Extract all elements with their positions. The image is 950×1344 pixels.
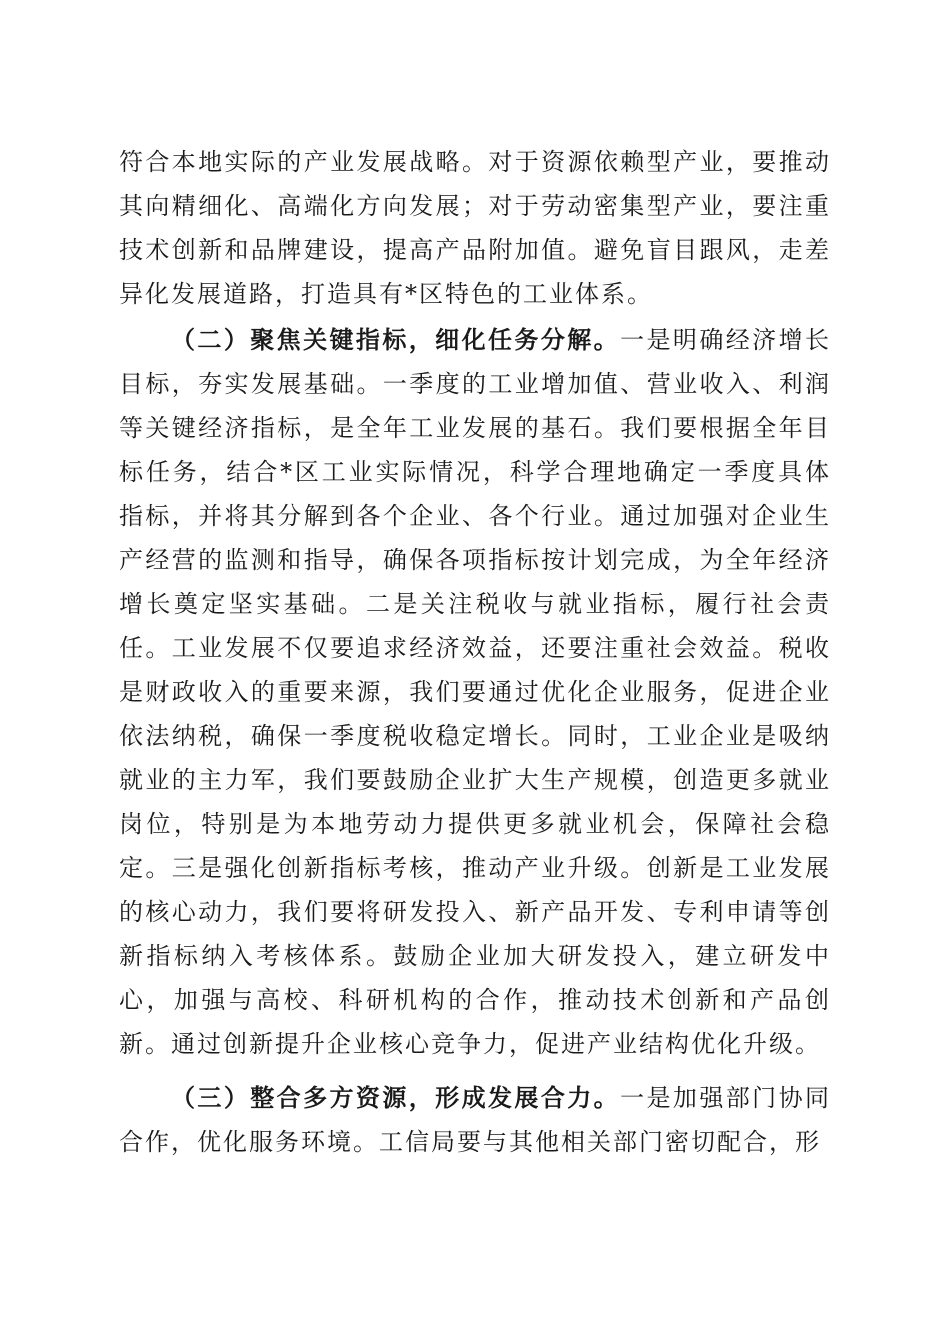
paragraph-section-3	[119, 1076, 831, 1164]
section-2-body: 一是明确经济增长目标，夯实发展基础。一季度的工业增加值、营业收入、利润等关键经济指标，是全年工业发展的基石。我们要根据全年目标任务，结合*区工业实际情况，科学合理地确定一季度具体指标，并将其分解到各个企业、各个行业。通过加强对企业生产经营的监测和指导，确保各项指标按计划完成，为全年经济增长奠定坚实基础。二是关注税收与就业指标，履行社会责任。工业发展不仅要追求经济效益，还要注重社会效益。税收是财政收入的重要来源，我们要通过优化企业服务，促进企业依法纳税，确保一季度税收稳定增长。同时，工业企业是吸纳就业的主力军，我们要鼓励企业扩大生产规模，创造更多就业岗位，特别是为本地劳动力提供更多就业机会，保障社会稳定。三是强化创新指标考核，推动产业升级。创新是工业发展的核心动力，我们要将研发投入、新产品开发、专利申请等创新指标纳入考核体系。鼓励企业加大研发投入，建立研发中心，加强与高校、科研机构的合作，推动技术创新和产品创新。通过创新提升企业核心竞争力，促进产业结构优化升级。	[119, 326, 832, 1058]
section-3-body: 一是加强部门协同合作，优化服务环境。工信局要与其他相关部门密切配合，形	[119, 1084, 832, 1156]
section-3-heading: （三）整合多方资源，形成发展合力。	[171, 1084, 621, 1112]
paragraph-1-body: 符合本地实际的产业发展战略。对于资源依赖型产业，要推动其向精细化、高端化方向发展；对于劳动密集型产业，要注重技术创新和品牌建设，提高产品附加值。避免盲目跟风，走差异化发展道路，打造具有*区特色的工业体系。	[119, 148, 831, 308]
paragraph-continuation	[119, 140, 831, 316]
document-body	[119, 140, 831, 1164]
section-2-heading: （二）聚焦关键指标，细化任务分解。	[171, 326, 621, 354]
paragraph-section-2	[119, 318, 831, 1066]
